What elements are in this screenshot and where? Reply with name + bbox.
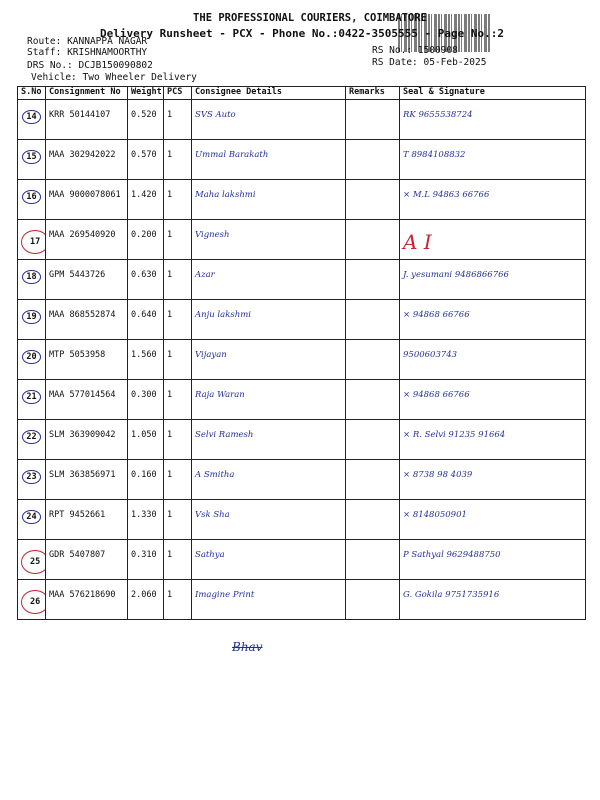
sno: 21 <box>22 390 40 404</box>
signature-cell: 9500603743 <box>400 340 586 380</box>
table-row <box>18 540 586 580</box>
sno: 18 <box>22 270 40 284</box>
pcs-cell: 1 <box>164 420 192 460</box>
consignment-cell: MAA 9000078061 <box>46 180 128 220</box>
signature-cell: × 8738 98 4039 <box>400 460 586 500</box>
sno: 20 <box>22 350 40 364</box>
table-row <box>18 140 586 180</box>
sno-cell <box>18 260 46 300</box>
signature-cell: × 94868 66766 <box>400 380 586 420</box>
sno: 26 <box>21 590 46 614</box>
weight-cell: 1.560 <box>128 340 164 380</box>
route-line <box>27 36 147 47</box>
rs-date-value: 05-Feb-2025 <box>423 57 487 68</box>
weight-cell: 1.050 <box>128 420 164 460</box>
pcs-cell: 1 <box>164 580 192 620</box>
sno: 22 <box>22 430 40 444</box>
consignment-cell: SLM 363909042 <box>46 420 128 460</box>
consignee-cell: Vijayan <box>192 340 346 380</box>
remarks-cell <box>346 420 400 460</box>
pcs-cell: 1 <box>164 340 192 380</box>
vehicle-value: Two Wheeler Delivery <box>82 72 197 83</box>
sno-cell <box>18 180 46 220</box>
weight-cell: 0.520 <box>128 100 164 140</box>
sno: 19 <box>22 310 40 324</box>
sno: 16 <box>22 190 40 204</box>
remarks-cell <box>346 460 400 500</box>
weight-cell: 0.310 <box>128 540 164 580</box>
sno: 23 <box>22 470 40 484</box>
weight-cell: 0.570 <box>128 140 164 180</box>
consignee-cell: Sathya <box>192 540 346 580</box>
col-header-consignee: Consignee Details <box>192 87 346 100</box>
consignment-cell: SLM 363856971 <box>46 460 128 500</box>
weight-cell: 0.640 <box>128 300 164 340</box>
table-row <box>18 420 586 460</box>
consignment-cell: GDR 5407807 <box>46 540 128 580</box>
consignee-cell: Vignesh <box>192 220 346 260</box>
pcs-cell: 1 <box>164 100 192 140</box>
signature-cell: × 8148050901 <box>400 500 586 540</box>
consignee-cell: Maha lakshmi <box>192 180 346 220</box>
signature-cell: × R. Selvi 91235 91664 <box>400 420 586 460</box>
pcs-cell: 1 <box>164 300 192 340</box>
pcs-cell: 1 <box>164 380 192 420</box>
sno: 17 <box>21 230 46 254</box>
col-header-pcs: PCS <box>164 87 192 100</box>
table-row <box>18 340 586 380</box>
table-row <box>18 260 586 300</box>
weight-cell: 0.160 <box>128 460 164 500</box>
remarks-cell <box>346 300 400 340</box>
sno-cell <box>18 380 46 420</box>
delivery-table <box>17 86 586 620</box>
sno-cell <box>18 460 46 500</box>
remarks-cell <box>346 580 400 620</box>
staff-line <box>27 47 147 58</box>
runsheet-title: Delivery Runsheet - PCX - Phone No.:0422-3505555 - Page No.:2 <box>100 27 504 40</box>
consignee-cell: Ummal Barakath <box>192 140 346 180</box>
sno-cell <box>18 540 46 580</box>
rs-no-line <box>372 45 458 56</box>
table-row <box>18 220 586 260</box>
consignee-cell: Imagine Print <box>192 580 346 620</box>
route-label: Route: <box>27 36 62 47</box>
table-row <box>18 460 586 500</box>
consignee-cell: Vsk Sha <box>192 500 346 540</box>
sno-cell <box>18 340 46 380</box>
staff-label: Staff: <box>27 47 62 58</box>
signature-cell: A I <box>400 220 586 260</box>
consignment-cell: RPT 9452661 <box>46 500 128 540</box>
weight-cell: 0.630 <box>128 260 164 300</box>
table-row <box>18 180 586 220</box>
pcs-cell: 1 <box>164 140 192 180</box>
remarks-cell <box>346 380 400 420</box>
drs-label: DRS No.: <box>27 60 73 71</box>
sno-cell <box>18 140 46 180</box>
remarks-cell <box>346 260 400 300</box>
drs-line <box>27 60 153 71</box>
pcs-cell: 1 <box>164 500 192 540</box>
sno: 25 <box>21 550 46 574</box>
col-header-signature: Seal & Signature <box>400 87 586 100</box>
signature-cell: P Sathyal 9629488750 <box>400 540 586 580</box>
table-row <box>18 580 586 620</box>
sno-cell <box>18 220 46 260</box>
route-value: KANNAPPA NAGAR <box>67 36 148 47</box>
pcs-cell: 1 <box>164 460 192 500</box>
sno: 24 <box>22 510 40 524</box>
sno: 14 <box>22 110 40 124</box>
table-row <box>18 500 586 540</box>
consignee-cell: SVS Auto <box>192 100 346 140</box>
company-name: THE PROFESSIONAL COURIERS, COIMBATORE <box>193 12 427 24</box>
sno-cell <box>18 300 46 340</box>
remarks-cell <box>346 140 400 180</box>
pcs-cell: 1 <box>164 220 192 260</box>
table-row <box>18 100 586 140</box>
consignee-cell: Raja Waran <box>192 380 346 420</box>
consignee-cell: A Smitha <box>192 460 346 500</box>
weight-cell: 1.330 <box>128 500 164 540</box>
consignment-cell: MAA 576218690 <box>46 580 128 620</box>
col-header-remarks: Remarks <box>346 87 400 100</box>
consignment-cell: MAA 868552874 <box>46 300 128 340</box>
handwritten-note: Bhav <box>232 640 263 654</box>
sno: 15 <box>22 150 40 164</box>
remarks-cell <box>346 100 400 140</box>
weight-cell: 0.200 <box>128 220 164 260</box>
pcs-cell: 1 <box>164 540 192 580</box>
rs-date-label: RS Date: <box>372 57 418 68</box>
rs-date-line <box>372 57 486 68</box>
vehicle-label: Vehicle: <box>31 72 77 83</box>
consignment-cell: MAA 302942022 <box>46 140 128 180</box>
consignment-cell: MAA 577014564 <box>46 380 128 420</box>
vehicle-line <box>31 72 197 83</box>
signature-cell: RK 9655538724 <box>400 100 586 140</box>
pcs-cell: 1 <box>164 180 192 220</box>
consignee-cell: Azar <box>192 260 346 300</box>
staff-value: KRISHNAMOORTHY <box>67 47 148 58</box>
consignee-cell: Anju lakshmi <box>192 300 346 340</box>
table-row <box>18 380 586 420</box>
remarks-cell <box>346 340 400 380</box>
sno-cell <box>18 100 46 140</box>
consignment-cell: KRR 50144107 <box>46 100 128 140</box>
signature-cell: J. yesumani 9486866766 <box>400 260 586 300</box>
col-header-consignment: Consignment No <box>46 87 128 100</box>
signature-cell: G. Gokila 9751735916 <box>400 580 586 620</box>
consignment-cell: MTP 5053958 <box>46 340 128 380</box>
rs-no-value: 1500908 <box>417 45 458 56</box>
drs-value: DCJB150090802 <box>78 60 153 71</box>
rs-no-label: RS No.: <box>372 45 413 56</box>
sno-cell <box>18 580 46 620</box>
signature-cell: T 8984108832 <box>400 140 586 180</box>
remarks-cell <box>346 220 400 260</box>
consignee-cell: Selvi Ramesh <box>192 420 346 460</box>
weight-cell: 0.300 <box>128 380 164 420</box>
remarks-cell <box>346 180 400 220</box>
weight-cell: 2.060 <box>128 580 164 620</box>
col-header-weight: Weight <box>128 87 164 100</box>
remarks-cell <box>346 540 400 580</box>
table-row <box>18 300 586 340</box>
col-header-sno: S.No <box>18 87 46 100</box>
table-header-row <box>18 87 586 100</box>
weight-cell: 1.420 <box>128 180 164 220</box>
sno-cell <box>18 500 46 540</box>
consignment-cell: GPM 5443726 <box>46 260 128 300</box>
signature-cell: × 94868 66766 <box>400 300 586 340</box>
pcs-cell: 1 <box>164 260 192 300</box>
sno-cell <box>18 420 46 460</box>
remarks-cell <box>346 500 400 540</box>
signature-cell: × M.L 94863 66766 <box>400 180 586 220</box>
consignment-cell: MAA 269540920 <box>46 220 128 260</box>
